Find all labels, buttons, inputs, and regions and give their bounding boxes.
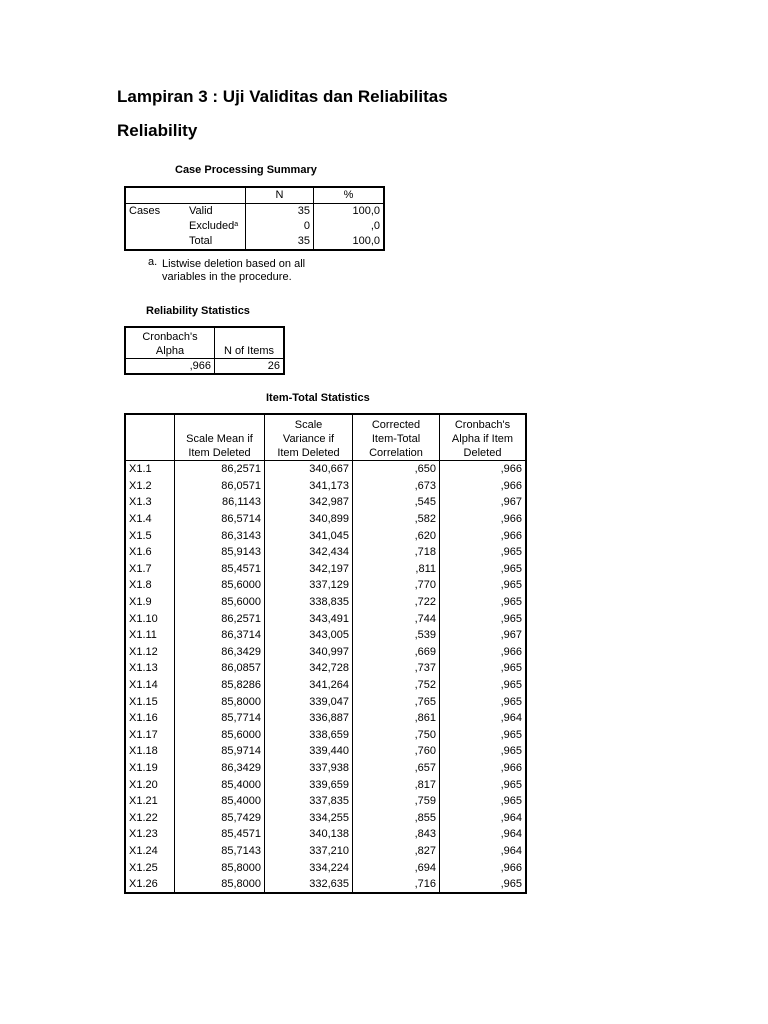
cell-scale-mean: 86,2571 xyxy=(221,612,261,625)
cell-blank xyxy=(125,219,186,234)
cell-scale-variance: 340,899 xyxy=(265,511,353,528)
col-alpha-header xyxy=(125,327,215,359)
cell-corrected-correlation: ,737 xyxy=(353,660,440,677)
cell-item: X1.5 xyxy=(125,527,175,544)
cell-scale-mean: 86,3143 xyxy=(221,529,261,542)
cell-corrected-correlation: ,765 xyxy=(353,693,440,710)
cell-scale-mean: 85,6000 xyxy=(221,728,261,741)
cell-item: X1.13 xyxy=(125,660,175,677)
cell-item: X1.17 xyxy=(125,727,175,744)
item-total-body xyxy=(125,461,526,894)
header-blank xyxy=(186,187,246,204)
cell-alpha-if-deleted: ,965 xyxy=(440,793,527,810)
cell-n: 35 xyxy=(246,204,314,220)
cell-corrected-correlation: ,843 xyxy=(353,826,440,843)
cell-item: X1.6 xyxy=(125,544,175,561)
cell-alpha-if-deleted: ,965 xyxy=(440,544,527,561)
cell-alpha-if-deleted: ,966 xyxy=(440,511,527,528)
col-n-header: N xyxy=(246,187,314,204)
cell-alpha-if-deleted: ,965 xyxy=(440,677,527,694)
cell-scale-variance: 337,835 xyxy=(265,793,353,810)
cell-corrected-correlation: ,694 xyxy=(353,859,440,876)
cell-corrected-correlation: ,669 xyxy=(353,644,440,661)
cell-item: X1.24 xyxy=(125,843,175,860)
header-line: Scale Mean if xyxy=(186,433,253,445)
cell-alpha-if-deleted: ,965 xyxy=(440,776,527,793)
header-blank xyxy=(125,414,175,461)
cell-alpha-if-deleted: ,964 xyxy=(440,809,527,826)
table-row xyxy=(125,494,526,511)
col-corrected-header xyxy=(353,414,440,461)
table-row xyxy=(125,461,526,478)
cell-scale-variance: 343,491 xyxy=(265,610,353,627)
cell-scale-variance: 340,667 xyxy=(265,461,353,478)
cell-scale-mean: 85,7429 xyxy=(221,811,261,824)
footnote-line: variables in the procedure. xyxy=(162,271,292,283)
cell-scale-mean: 85,8000 xyxy=(221,695,261,708)
table-row xyxy=(125,594,526,611)
cell-scale-variance: 337,210 xyxy=(265,843,353,860)
table-row xyxy=(125,610,526,627)
cell-alpha-if-deleted: ,966 xyxy=(440,859,527,876)
col-items-header: N of Items xyxy=(215,327,285,359)
cell-item: X1.8 xyxy=(125,577,175,594)
header-line: Cronbach's xyxy=(142,331,198,343)
table-row xyxy=(125,710,526,727)
cell-corrected-correlation: ,752 xyxy=(353,677,440,694)
cell-item: X1.4 xyxy=(125,511,175,528)
table-row xyxy=(125,743,526,760)
header-line: Corrected xyxy=(371,419,421,431)
reliability-table xyxy=(124,326,285,375)
cell-alpha-if-deleted: ,965 xyxy=(440,610,527,627)
cell-scale-variance: 332,635 xyxy=(265,876,353,894)
header-line: Deleted xyxy=(463,447,502,459)
table-row xyxy=(125,544,526,561)
cell-scale-mean: 85,6000 xyxy=(221,579,261,592)
cell-n: 0 xyxy=(246,219,314,234)
header-line: Item-Total xyxy=(371,433,421,445)
cell-scale-variance: 341,045 xyxy=(265,527,353,544)
cell-alpha-if-deleted: ,965 xyxy=(440,577,527,594)
cell-corrected-correlation: ,759 xyxy=(353,793,440,810)
header-line: Alpha if Item xyxy=(451,433,514,445)
cell-item: X1.16 xyxy=(125,710,175,727)
cell-alpha-if-deleted: ,965 xyxy=(440,561,527,578)
cell-scale-variance: 342,728 xyxy=(265,660,353,677)
cases-label: Cases xyxy=(129,205,161,217)
cell-scale-variance: 342,197 xyxy=(265,561,353,578)
cell-pct: ,0 xyxy=(314,219,385,234)
header-line: Alpha xyxy=(155,345,185,357)
table-row xyxy=(125,234,384,250)
section-title: Reliability xyxy=(117,121,198,140)
table-row xyxy=(125,359,284,375)
col-scale-mean-header xyxy=(175,414,265,461)
case-summary-table xyxy=(124,186,385,251)
header-line: Variance if xyxy=(282,433,335,445)
cell-item: X1.19 xyxy=(125,760,175,777)
header-line: Item Deleted xyxy=(277,447,340,459)
cell-item: X1.15 xyxy=(125,693,175,710)
cell-scale-mean: 85,8000 xyxy=(221,861,261,874)
cell-scale-variance: 337,938 xyxy=(265,760,353,777)
cell-scale-mean: 86,3429 xyxy=(221,645,261,658)
cell-item: X1.23 xyxy=(125,826,175,843)
table-row xyxy=(125,660,526,677)
cell-alpha-if-deleted: ,964 xyxy=(440,843,527,860)
cell-scale-mean: 85,9143 xyxy=(221,546,261,559)
cell-scale-mean: 86,5714 xyxy=(221,513,261,526)
cell-scale-mean: 86,0571 xyxy=(221,479,261,492)
cell-corrected-correlation: ,861 xyxy=(353,710,440,727)
row-label-text: Excluded xyxy=(189,220,235,232)
cell-corrected-correlation: ,673 xyxy=(353,478,440,495)
cell-item: X1.1 xyxy=(125,461,175,478)
col-scale-variance-header xyxy=(265,414,353,461)
row-label xyxy=(186,219,246,234)
cell-item: X1.2 xyxy=(125,478,175,495)
cell-alpha: ,966 xyxy=(189,359,211,372)
cell-pct: 100,0 xyxy=(314,234,385,250)
table-row xyxy=(125,677,526,694)
cell-scale-mean: 85,8286 xyxy=(221,679,261,692)
cell-scale-mean: 85,6000 xyxy=(221,596,261,609)
table-row xyxy=(125,644,526,661)
cell-alpha-if-deleted: ,965 xyxy=(440,876,527,894)
cell-blank xyxy=(125,234,186,250)
table-row xyxy=(125,727,526,744)
table-row xyxy=(125,627,526,644)
cell-n: 35 xyxy=(246,234,314,250)
cell-corrected-correlation: ,811 xyxy=(353,561,440,578)
header-line: Cronbach's xyxy=(454,419,511,431)
table-row xyxy=(125,478,526,495)
footnote-mark: a. xyxy=(148,256,158,268)
cell-item: X1.22 xyxy=(125,809,175,826)
cell-item: X1.21 xyxy=(125,793,175,810)
cell-scale-mean: 86,0857 xyxy=(221,662,261,675)
cell-scale-variance: 341,173 xyxy=(265,478,353,495)
cell-alpha-if-deleted: ,965 xyxy=(440,727,527,744)
cell-pct: 100,0 xyxy=(314,204,385,220)
footnote-marker: a xyxy=(234,221,239,228)
cell-scale-mean: 85,4000 xyxy=(221,795,261,808)
table-row xyxy=(125,776,526,793)
cell-scale-mean: 85,9714 xyxy=(221,745,261,758)
cell-item: X1.18 xyxy=(125,743,175,760)
cell-item: X1.3 xyxy=(125,494,175,511)
cell-scale-variance: 339,659 xyxy=(265,776,353,793)
col-alpha-deleted-header xyxy=(440,414,527,461)
table-row xyxy=(125,826,526,843)
header-line: Correlation xyxy=(369,447,423,459)
reliability-caption: Reliability Statistics xyxy=(146,305,250,317)
case-summary-caption: Case Processing Summary xyxy=(175,164,317,176)
footnote-line: Listwise deletion based on all xyxy=(162,258,306,270)
cell-item: X1.14 xyxy=(125,677,175,694)
col-pct-header: % xyxy=(314,187,385,204)
cell-alpha-if-deleted: ,965 xyxy=(440,743,527,760)
cell-scale-mean: 85,8000 xyxy=(221,878,261,891)
table-row xyxy=(125,843,526,860)
table-row xyxy=(125,527,526,544)
cell-scale-variance: 339,047 xyxy=(265,693,353,710)
cell-scale-mean: 85,4571 xyxy=(221,562,261,575)
reliability-header xyxy=(125,327,284,359)
cell-alpha-if-deleted: ,966 xyxy=(440,644,527,661)
cell-item: X1.20 xyxy=(125,776,175,793)
cell-corrected-correlation: ,817 xyxy=(353,776,440,793)
cell-scale-variance: 337,129 xyxy=(265,577,353,594)
table-row xyxy=(125,760,526,777)
cell-item: X1.7 xyxy=(125,561,175,578)
cell-corrected-correlation: ,722 xyxy=(353,594,440,611)
item-total-header xyxy=(125,414,526,461)
cell-alpha-if-deleted: ,967 xyxy=(440,627,527,644)
cell-alpha-if-deleted: ,965 xyxy=(440,594,527,611)
item-total-caption: Item-Total Statistics xyxy=(266,392,370,404)
cell-scale-mean: 86,2571 xyxy=(221,463,261,476)
table-row xyxy=(125,561,526,578)
cell-alpha-if-deleted: ,966 xyxy=(440,760,527,777)
cell-scale-mean: 85,7143 xyxy=(221,844,261,857)
cell-corrected-correlation: ,770 xyxy=(353,577,440,594)
cell-alpha-if-deleted: ,966 xyxy=(440,527,527,544)
cell-scale-variance: 341,264 xyxy=(265,677,353,694)
cell-item: X1.12 xyxy=(125,644,175,661)
cell-scale-variance: 339,440 xyxy=(265,743,353,760)
cell-corrected-correlation: ,657 xyxy=(353,760,440,777)
table-row xyxy=(125,809,526,826)
table-row xyxy=(125,219,384,234)
cell-scale-variance: 342,434 xyxy=(265,544,353,561)
header-blank xyxy=(125,187,186,204)
cell-item: X1.11 xyxy=(125,627,175,644)
cell-corrected-correlation: ,750 xyxy=(353,727,440,744)
cell-scale-variance: 343,005 xyxy=(265,627,353,644)
cell-corrected-correlation: ,855 xyxy=(353,809,440,826)
table-row xyxy=(125,876,526,894)
cell-items: 26 xyxy=(215,359,285,375)
page-title: Lampiran 3 : Uji Validitas dan Reliabilitas xyxy=(117,87,448,106)
table-row xyxy=(125,511,526,528)
table-row xyxy=(125,577,526,594)
cell-corrected-correlation: ,539 xyxy=(353,627,440,644)
cell-scale-mean: 86,1143 xyxy=(222,496,261,509)
cell-scale-mean: 86,3429 xyxy=(221,761,261,774)
cell-scale-mean: 85,7714 xyxy=(221,712,261,725)
cell-corrected-correlation: ,744 xyxy=(353,610,440,627)
cell-item: X1.10 xyxy=(125,610,175,627)
cell-item: X1.9 xyxy=(125,594,175,611)
cell-scale-variance: 334,224 xyxy=(265,859,353,876)
cell-scale-variance: 338,659 xyxy=(265,727,353,744)
cell-scale-variance: 336,887 xyxy=(265,710,353,727)
cell-alpha-if-deleted: ,964 xyxy=(440,826,527,843)
header-line: Scale xyxy=(294,419,323,431)
cell-item: X1.26 xyxy=(125,876,175,894)
cell-alpha-if-deleted: ,965 xyxy=(440,693,527,710)
cell-corrected-correlation: ,827 xyxy=(353,843,440,860)
cell-scale-mean: 86,3714 xyxy=(221,629,261,642)
header-line: Item Deleted xyxy=(188,447,251,459)
cell-scale-mean: 85,4571 xyxy=(221,828,261,841)
cell-alpha-if-deleted: ,964 xyxy=(440,710,527,727)
row-label: Total xyxy=(189,235,213,247)
cell-scale-variance: 340,997 xyxy=(265,644,353,661)
cell-scale-variance: 338,835 xyxy=(265,594,353,611)
table-row xyxy=(125,693,526,710)
cell-alpha-if-deleted: ,966 xyxy=(440,461,527,478)
cell-scale-variance: 340,138 xyxy=(265,826,353,843)
cell-corrected-correlation: ,620 xyxy=(353,527,440,544)
cell-scale-variance: 342,987 xyxy=(265,494,353,511)
row-label: Valid xyxy=(189,205,213,217)
cell-corrected-correlation: ,716 xyxy=(353,876,440,894)
cell-alpha-if-deleted: ,967 xyxy=(440,494,527,511)
cell-scale-mean: 85,4000 xyxy=(221,778,261,791)
cell-item: X1.25 xyxy=(125,859,175,876)
item-total-table xyxy=(124,413,527,894)
cell-corrected-correlation: ,718 xyxy=(353,544,440,561)
table-row xyxy=(125,204,384,220)
cell-alpha-if-deleted: ,966 xyxy=(440,478,527,495)
cell-corrected-correlation: ,582 xyxy=(353,511,440,528)
cell-scale-variance: 334,255 xyxy=(265,809,353,826)
case-summary-header xyxy=(125,187,384,204)
cell-alpha-if-deleted: ,965 xyxy=(440,660,527,677)
cell-corrected-correlation: ,545 xyxy=(353,494,440,511)
cell-corrected-correlation: ,760 xyxy=(353,743,440,760)
table-row xyxy=(125,793,526,810)
cell-corrected-correlation: ,650 xyxy=(353,461,440,478)
table-row xyxy=(125,859,526,876)
